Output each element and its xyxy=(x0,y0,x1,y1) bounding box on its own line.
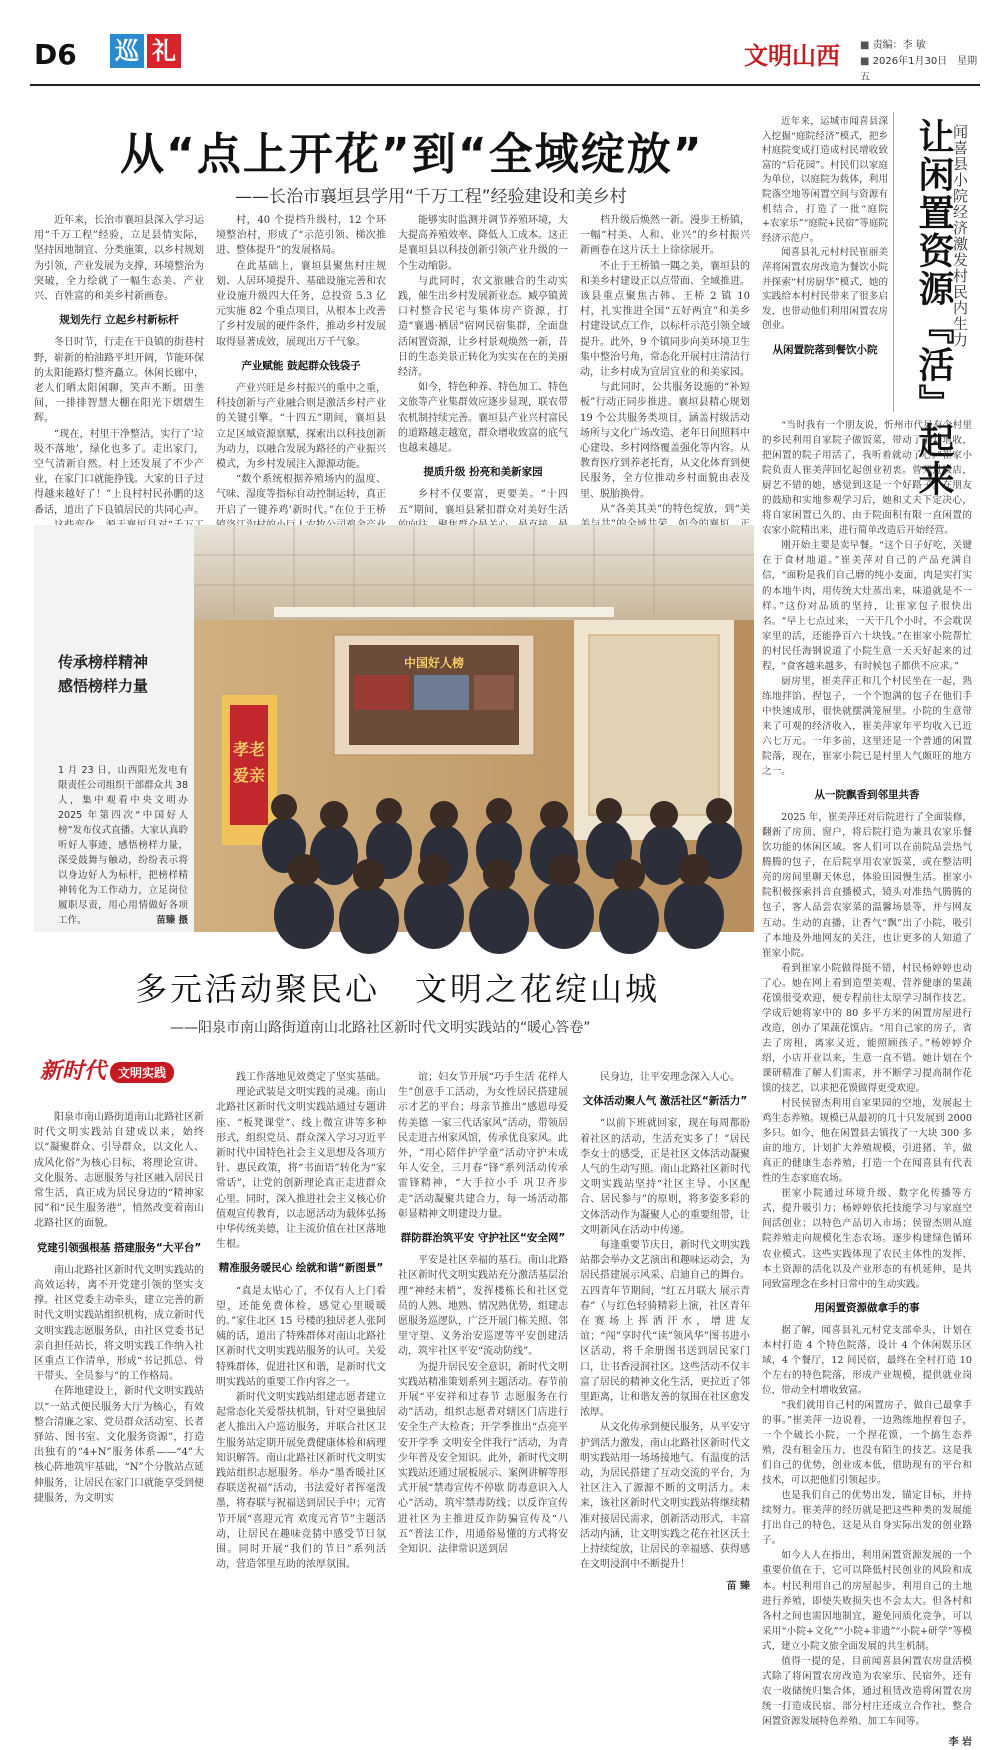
paragraph: 冬日时节，行走在干良镇的街巷村野，崭新的柏油路平坦开阔，节能环保的太阳能路灯整齐矗立。休闲长廊中，老人们晒太阳闲聊，笑声不断。田垄间，一排排智慧大棚在阳光下熠熠生辉。 xyxy=(34,337,204,425)
paragraph: 厨房里，崔美萍正和几个村民坐在一起，熟练地拌馅、捏包子，一个个饱满的包子在他们手中快速成形，很快就摆满笼屉里。小院的生意带来了可观的经济收入，崔美萍家年平均收入已近六七万元。一年多前，这里还是一个普通的闲置院落，现在，崔家小院已是村里人气颇旺的地方之一。 xyxy=(762,675,972,778)
paragraph: 民身边，让平安理念深入人心。 xyxy=(600,1072,740,1083)
paragraph: 产业兴旺是乡村振兴的重中之重，科技创新与产业融合则是激活乡村产业的关键引擎。“十四五”期间，襄垣县立足区域资源禀赋，探索出以科技创新为动力，以融合发展为路径的产业振兴模式，为乡村发展注入源源动能。 xyxy=(216,383,386,471)
paragraph: 2025 年，崔美萍还对后院进行了全面装修，翻新了房顶、窗户，将后院打造为兼具农家乐餐饮功能的休闲区域。客人们可以在前院品尝热气腾腾的包子，在后院享用农家饭菜，或在整洁明亮的房间里聊天休息，体验田园慢生活。崔家小院积极探索抖音直播模式，镜头对准热气腾腾的包子，客人品尝农家菜的温馨场景等，并与网友互动。生动的直播，让香气“飘”出了小院，吸引了本地及外地网友的关注，也让更多的人知道了崔家小院。 xyxy=(762,812,972,959)
page-number: D6 xyxy=(34,38,77,71)
article1-title: 从“点上开花”到“全域绽放” xyxy=(120,129,704,180)
article1-col1 xyxy=(34,213,204,516)
paragraph: 据了解，闻喜县礼元村党支部牵头，计划在本村打造 4 个特色院落，设计 4 个休闲娱乐区域，4 个餐厅，12 间民宿，最终在全村打造 10 个左右的特色院落，形成产业规模，提供就业岗位，带动全村增收致富。 xyxy=(762,1324,972,1396)
section-heading: 产业赋能 鼓起群众钱袋子 xyxy=(241,359,361,372)
paragraph: “数个系统根据养殖场内的温度、气味、湿度等指标自动控制运转，真正开启了一键养鸡’新时代。”在位于王桥 xyxy=(216,474,386,516)
paragraph: “现在，村里干净整洁，实行了‘垃圾不落地’，绿化也多了。走出家门，空气清新自然。村上还发展了不少产业，在家门口就能挣钱。大家的日子过得越来越好了！”上良村村民孙鹏的这番话，道出了下良镇居民的共同心声。 xyxy=(34,428,204,516)
paragraph: 南山北路社区新时代文明实践站的高效运转，离不开党建引领的坚实支撑。社区党委主动牵头，建立完善的新时代文明实践站组织机构，成立新时代文明实践志愿服务队，由社区党委书记亲自担任站长，将文明实践工作纳入社区重点工作清单，形成“书记抓总、骨干带头、全员参与”的工作格局。 xyxy=(34,1264,204,1383)
article1-subtitle: ——长治市襄垣县学用“千万工程”经验建设和美乡村 xyxy=(235,187,627,207)
paragraph: 从文化传承到便民服务，从平安守护到活力激发，南山北路社区新时代文明实践站用一场场接地气、有温度的活动，为居民搭建了互动交流的平台，为社区注入了源源不断的文明活力。未来，该社区新时代文明实践站将继续精准对接居民需求，创新活动形式，丰富活动内涵，让文明实践之花在社区沃土上持续绽放，让居民的幸福感、获得感在文明浸润中不断提升！ xyxy=(580,1422,750,1571)
masthead-meta xyxy=(860,38,980,86)
paragraph: “真是太贴心了，不仅有人上门看望，还能免费体检，感觉心里暖暖的。”家住北区 15 号楼的独居老人张阿姨的话，道出了特殊群体对南山北路社区新时代文明实践站服务的认可。关爱特殊群体，促进社区和谐，是新时代文明实践站的重要工作内容之一。 xyxy=(216,1285,386,1388)
banner-char-1: 孝老 xyxy=(232,740,266,759)
article2-col4 xyxy=(580,1070,750,1592)
paragraph: 档升级后焕然一新。漫步王桥镇，一幅“村美、人和、业兴”的乡村振兴新画卷在这片沃土上徐徐展开。 xyxy=(580,215,750,257)
section-heading: 从闲置院落到餐饮小院 xyxy=(772,343,878,356)
paragraph: 与此同时，公共服务设施的“补短板”行动正同步推进。襄垣县精心规划 19 个公共服务类项目，涵盖村级活动场所与文化广场改造、老年日间照料中心建设、乡村网络覆盖强化等内容。从教育医疗到养老托育，从文化体育到便民服务，全方位推动乡村面貌由表及里、脱胎换骨。 xyxy=(580,382,750,500)
byline: 苗 臻 xyxy=(726,1580,750,1592)
paragraph: 刚开始主要是卖早餐。“这个日子好吃，关键在于食材地道。”崔美萍对自己的产品充满自信，“面粉是我们自己磨的纯小麦面，肉是实打实的本地牛肉，用传统大灶蒸出来，味道就是不一样。”这份对品质的坚持，让崔家包子很快出名。“早上七点过来，一天干几个小时，不会耽误家里的活，还能挣百六十块钱。”在崔家小院帮忙的村民任海钢说道了小院生意一天天好起来的过程，“食客越来越多，有时候包子都供不应求。” xyxy=(762,540,972,672)
paragraph: 平安是社区幸福的基石。南山北路社区新时代文明实践站充分激活基层治理“神经末梢”，发挥楼栋长和社区党员的人熟、地熟、情况熟优势，组建志愿服务巡逻队，广泛开展门栋关照、邻里守望、义务治安巡逻等平安创建活动，筑牢社区平安“流动防线”。 xyxy=(398,1255,568,1358)
editor-line: ■ 责编：李 敏 xyxy=(860,38,980,54)
caption-body: 1 月 23 日，山西阳光发电有限责任公司组织干部群众共 38 人，集中观看中央文明办 2025 年第四次“中国好人榜”发布仪式直播。大家认真聆听好人事迹，感悟榜样力量，深受鼓舞与触动，纷纷表示将以身边好人为标杆，把榜样精神转化为工作动力，立足岗位履职尽责，用心用情做好各项工作。 xyxy=(58,765,188,926)
section-heading: 党建引领强根基 搭建服务“大平台” xyxy=(36,1241,202,1254)
section-char-2: 礼 xyxy=(147,34,181,68)
article2-col3 xyxy=(398,1070,568,1556)
screen-label: 中国好人榜 xyxy=(403,656,465,670)
article2-col2 xyxy=(216,1070,386,1571)
section-heading: 提质升级 扮亮和美新家园 xyxy=(423,466,543,479)
article1-col2 xyxy=(216,213,386,516)
article3-rule xyxy=(893,112,894,412)
section-tag xyxy=(110,34,181,68)
paragraph: 乡村不仅要富，更要美。“十四五”期间，襄垣县紧扣群众对美好生活 xyxy=(398,489,568,516)
paragraph: 也是我们自己的优势出发，锚定目标，并持续努力。崔美萍的经历就是把这些种类的发展能打出自己的特色，这是从自身实际出发的创业路子。 xyxy=(762,1490,972,1547)
article2-col1 xyxy=(34,1110,204,1504)
paragraph: 闻喜县礼元村村民崔丽美萍将闲置农房改造为餐饮小院并探索“村房厨华”模式，她的实践给本村村民带来了很多启发，也带动他们利用闲置农房创业。 xyxy=(762,247,888,332)
masthead xyxy=(30,30,980,83)
section-heading: 用闲置资源做拿手的事 xyxy=(814,1301,920,1314)
caption-text xyxy=(58,763,188,928)
logo-text: 新时代 xyxy=(40,1058,107,1084)
paragraph: 践工作落地见效奠定了坚实基础。 xyxy=(236,1072,386,1083)
paragraph: 在阵地建设上，新时代文明实践站以“一站式便民服务大厅为核心，有效整合清廉之家、党员群众活动室、长者驿站、图书室、文化服务资源”，打造出独有的“4+N”服务体系——“4”大核心阵地筑牢基础，“N”个分散站点延伸服务，让居民在家门口就能享受到便捷服务，为文明实 xyxy=(34,1386,204,1504)
paragraph: 阳泉市南山路街道南山北路社区新时代文明实践站自建成以来，始终以“凝聚群众、引导群众，以文化人、成风化俗”为核心目标，将理论宣讲、文化服务、志愿服务与社区融入居民日常生活，真正成为居民身边的“精神家园”和“民生服务港”，悄然改变着南山北路社区的面貌。 xyxy=(34,1112,204,1230)
caption-title-line-2: 感悟榜样力量 xyxy=(58,677,149,695)
caption-title-line-1: 传承榜样精神 xyxy=(58,653,149,671)
paragraph: 不止于王桥镇一隅之美，襄垣县的和美乡村建设正以点带面、全域推进。该县重点聚焦古韩、王桥 2 镇 10 村，扎实推进全国“五好两宜”和美乡村建设试点工作，以标杆示范引领全域提升。此外，9 个镇同步向美环境卫生集中整治号角，常态化开展村庄清洁行动，让乡村成为宜居宜业的和美家园。 xyxy=(580,260,750,379)
article2-subtitle: ——阳泉市南山路街道南山北路社区新时代文明实践站的“暖心答卷” xyxy=(170,1020,591,1036)
masthead-rule xyxy=(30,84,980,86)
caption-title xyxy=(58,650,188,698)
paragraph: “我们就用自己村的闲置房子，做自己最拿手的事。”崔美萍一边说着，一边熟练地捏着包子，一个个破长小院，一个捏花馍，一个搞生态养殖，没有租金压力，也没有陌生的技艺。这是我们自己的优势，创业成本低，借助现有的平台和技术，可以把他们引领起步。 xyxy=(762,1399,972,1487)
article3-body xyxy=(762,418,972,1748)
paragraph: 为提升居民安全意识，新时代文明实践站精准策划系列主题活动。春节前开展“平安祥和过春节 志愿服务在行动”活动，组织志愿者对辖区门店进行安全生产大检查；开学季推出“点亮平安开学季 文明安全伴我行”活动，为青少年普及安全知识。此外，新时代文明实践站还通过展板展示、案例讲解等形式开展“禁毒宣传不停歇 防毒意识入人心”活动，筑牢禁毒防线；以反诈宣传进社区为主推进反诈防骗宣传及“八五”普法工作，用通俗易懂的方式将安全知识、法律常识送到居 xyxy=(398,1361,568,1556)
section-char-1: 巡 xyxy=(110,34,144,68)
article2-title: 多元活动聚民心 文明之花绽山城 xyxy=(135,970,661,1008)
logo-pill: 文明实践 xyxy=(110,1062,174,1083)
paragraph: “以前下班就回家，现在每周都盼着社区的活动，生活充实多了！”居民李女士的感受，正是社区文体活动凝聚人气的生动写照。南山北路社区新时代文明实践站坚持“社区主导、小区配合、居民参与”的原则，将多姿多彩的文体活动作为凝聚人心的重要纽带，让文明新风在活动中传递。 xyxy=(580,1118,750,1236)
section-heading: 群防群治筑平安 守护社区“安全网” xyxy=(400,1232,566,1245)
paragraph: 值得一提的是，目前闻喜县闲置农房盘活模式除了将闲置农房改造为农家乐、民宿外，还有农一收储统归集合体，通过租赁改造将闲置农房统一打造成民宿、部分村庄还成立合作社，整合闲置资源发展特色养殖、加工车间等。 xyxy=(762,1655,972,1727)
article3-title: 让闲置资源『活』起来 xyxy=(913,118,954,498)
section-heading: 从一院飘香到邻里共香 xyxy=(814,789,920,802)
paragraph: “当时我有一个朋友说，忻州市代县有个村里的乡民利用自家院子做饭菜，带动了群众增收，把闲置的院子用活了，我听着就动了心。”崔家小院负责人崔美萍回忆起创业初衷。曾开过饭店，厨艺不错的她，感觉到这是一个好路子。在朋友的鼓励和实地参观学习后，她和丈夫下定决心，将自家闲置已久的、由于院面积有限一直闲置的农家小院精出来，进行简单改造后开始经营。 xyxy=(762,420,972,537)
paragraph: 近年来，运城市闻喜县深入挖掘“庭院经济”模式，把乡村庭院变成打造成村民增收致富的“后花园”。村民们以家庭为单位，以庭院为载体，利用院落空地等闲置空间与资源有机结合，打造了一批“庭院+农家乐”“庭院+民宿”等庭院经济示范户。 xyxy=(762,116,888,244)
paragraph: 能够实时监测并调节养殖环境，大大提高养殖效率、降低人工成本。这正是襄垣县以科技创新引领产业升级的一个生动缩影。 xyxy=(398,215,568,272)
paragraph: 村民侯留杰利用自家果园的空地，发展起土鸡生态养殖。规模已从最初的几十只发展到 2000 多只。如今，他在闲置县去镇找了一大块 300 多亩的地方，计划扩大养殖规模，引进猪、羊，做真正的健康生态养殖，打造一个在闻喜县有代表性的生态家庭农场。 xyxy=(762,1098,972,1185)
paragraph: 在此基础上，襄垣县聚焦村庄规划、人居环境提升、基础设施完善和农业设施升级四大任务，总投资 5.3 亿元实施 82 个重点项目，从根本上改善了乡村发展的硬件条件，推动乡村发展取得显著成效，展现出万千气象。 xyxy=(216,260,386,348)
paragraph: 与此同时，农文旅融合的生动实践，催生出乡村发展新业态。臧亭镇黄口村整合民宅与集体房产资源，打造“襄遇·栖居”宿网民宿集群，全面盘活闲置资源，让乡村景观焕然一新，昔日的生态美景正转化为实实在在的美丽经济。 xyxy=(398,275,568,379)
section-heading: 精准服务暖民心 绘就和谐“新图景” xyxy=(218,1262,384,1275)
paragraph: 新时代文明实践站组建志愿者建立起常态化关爱帮扶机制，针对空巢独居老人推出入户巡访服务，并联合社区卫生服务站定期开展免费健康体检和病理知识解答。南山北路社区新时代文明实践站组织志愿服务。举办“墨香暖社区 春联送祝福”活动，书法爱好者挥毫泼墨，将春联与祝福送到居民手中；元宵节开展“喜迎元宵 欢度元宵节”主题活动，让居民在趣味竞猜中感受节日氛围。同时开展“我们的节日”系列活动，营造邻里互助的浓厚氛围。 xyxy=(216,1392,386,1571)
paragraph: 谊；妇女节开展“巧手生活 花样人生”创意手工活动，为女性居民搭建展示才艺的平台；母亲节推出“感恩母爱传美德 一家三代话家风”活动，带领居民走进古州家风馆，传承优良家风。此外，“用心陪伴护学童”活动守护未成年人安全，三月春“锋”系列活动传承雷锋精神，“大手拉小手 巩卫齐步走”活动凝聚共建合力，每一场活动都彰显精神文明建设力量。 xyxy=(398,1072,568,1220)
paragraph: 村，40 个提档升级村，12 个环境整治村，形成了“示范引领、梯次推进、整体提升”的发展格局。 xyxy=(216,215,386,257)
section-heading: 文体活动聚人气 激活社区“新活力” xyxy=(582,1095,748,1108)
paragraph: 看到崔家小院做得挺不错，村民杨婷婷也动了心。她在网上看到造型美观、营养健康的果蔬花馍很受欢迎，便专程前往太原学习制作技艺。学成后她将家中的 80 多平方米的闲置房屋进行改造，创办了果蔬花馍店。“用自己家的房子，省去了房租，离家又近，能照顾孩子。”杨婷婷介绍，小店开业以来，生意一直不错。她计划在个课研精准了解人们需求，并不断学习提高制作花馍的技艺，以求把花馍做得更受欢迎。 xyxy=(762,962,972,1095)
paragraph: 如今，特色种养、特色加工、特色文旅等产业集群效应逐步显现，联农带农机制持续完善。襄垣县产业兴村富民的道路越走越宽，群众增收致富的底气也越来越足。 xyxy=(398,382,568,455)
paragraph: 近年来，长治市襄垣县深入学习运用“千万工程”经验，立足县情实际，坚持因地制宜、分类施策，以乡村规划为引领，产业发展为支撑，环境整治为突破，全力绘就了一幅生态美、产业兴、百姓富的和美乡村新画卷。 xyxy=(34,215,204,303)
paragraph: 从“各美其美”的特色绽放，到“美 xyxy=(600,503,750,515)
paragraph: 崔家小院通过环境升级、数字化传播等方式，提升吸引力；杨婷婷依托技能学习与家庭空间活创业；以特色产品切入市场；侯留杰则从庭院养殖走向规模化生态农场。逐步构建绿色循环农业模式。这些实践体现了农民主体性的发挥、本土资源的活化以及产业形态的有机延伸，是共同致富理念在乡村日常中的生动实践。 xyxy=(762,1188,972,1290)
article1-col3 xyxy=(398,213,568,516)
paragraph: 理论武装是文明实践的灵魂。南山北路社区新时代文明实践站通过专题讲座、“板凳课堂”、线上微宣讲等多种形式，组织党员、群众深入学习习近平新时代中国特色社会主义思想及各项方针、惠民政策，将“书面语”转化为“家常话”，让党的创新理论真正走进群众心里。同时，深入推进社会主义核心价值观宣传教育，以志愿活动为载体弘扬中华传统美德，让主流价值在社区落地生根。 xyxy=(216,1087,386,1251)
article3-top xyxy=(762,115,888,415)
photo-credit: 苗臻 摄 xyxy=(156,915,188,926)
article3-subtitle: 闻喜县小院经济激发村民内生力 xyxy=(951,124,969,348)
banner-char-2: 爱亲 xyxy=(232,766,266,785)
section-heading: 规划先行 立起乡村新标杆 xyxy=(59,314,179,327)
byline: 李 岩 xyxy=(948,1736,972,1748)
paragraph: 如今人人在指出，利用闲置资源发展的一个重要价值在于，它可以降低村民创业的风险和成本。村民利用自己的房屋起步，利用自己的土地进行养殖，即使失败损失也不会太大。但各村和各村之间也需因地制宜，避免同质化竞争，可以采用“小院+文化”“小院+非遗”“小院+研学”等模式，建立小院文旅全面发展的共生机制。 xyxy=(762,1550,972,1652)
civilization-practice-logo xyxy=(40,1054,210,1104)
date-line: ■ 2026年1月30日 星期五 xyxy=(860,54,980,86)
brand-logo: 文明山西 xyxy=(744,41,840,70)
paragraph: 每逢重要节庆日，新时代文明实践站都会举办文艺演出和趣味运动会，为居民搭建展示风采、启迪自己的舞台。五四青年节期间，“红五月联大 展示青春”（与红色轻骑精彩上演，社区青年在赛场上挥洒汗水，增进友谊；“闯”享时代“读”领风华”图书进小区活动，将千余册图书送到居民家门口，让书香浸润社区。这些活动不仅丰富了居民的精神文化生活，更拉近了邻里距离，让和谐友善的氛围在社区愈发浓厚。 xyxy=(580,1240,750,1419)
article1-col4 xyxy=(580,213,750,513)
